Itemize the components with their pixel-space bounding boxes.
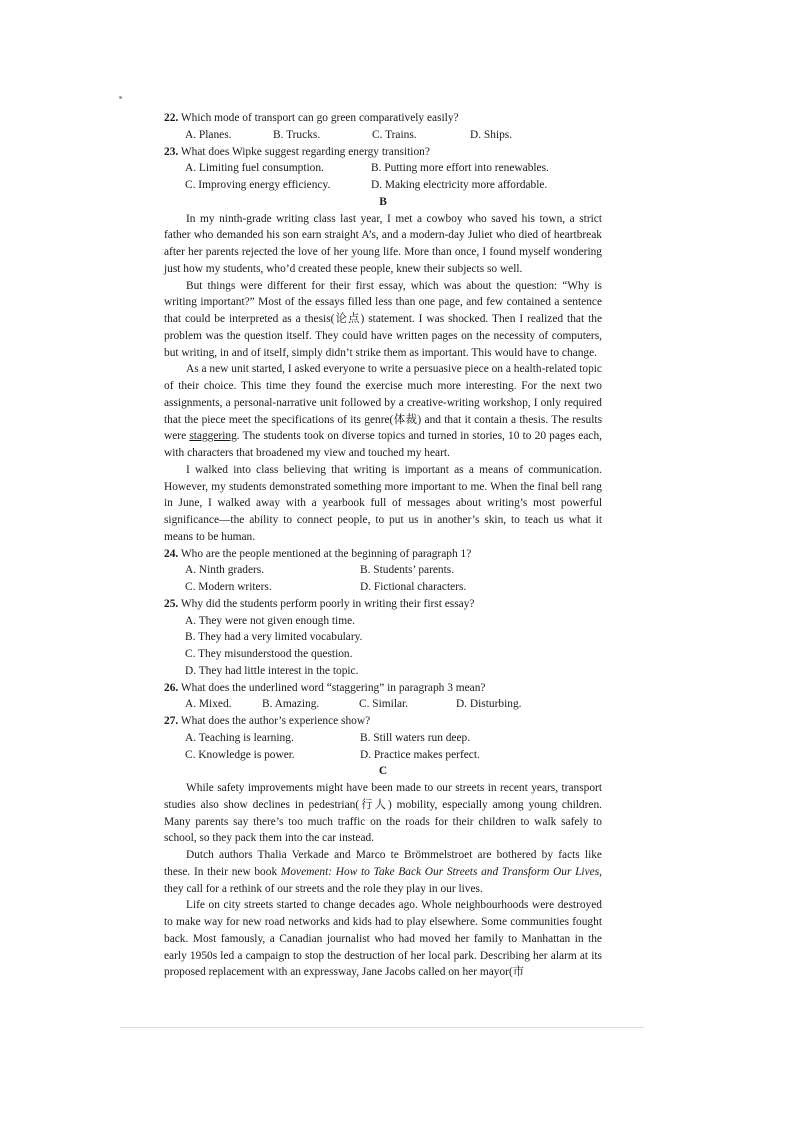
question-23 <box>164 144 602 161</box>
option-b[interactable]: B. Students’ parents. <box>360 564 455 577</box>
option-b[interactable]: B. They had a very limited vocabulary. <box>185 631 363 644</box>
option-b[interactable]: B. Still waters run deep. <box>360 731 471 744</box>
options-27-row1 <box>164 730 602 747</box>
options-23-row1 <box>164 160 602 177</box>
option-c[interactable]: C. Knowledge is power. <box>185 748 295 761</box>
question-number: 22. <box>164 112 179 124</box>
options-27-row2 <box>164 747 602 764</box>
option-d[interactable]: D. Ships. <box>470 128 513 141</box>
paragraph-text: As a new unit started, I asked everyone to write a persuasive piece on a health-related topic of their choice. This time they found the exercise much more interesting. For the next two assignments, a personal-narrative unit followed by a creative-writing workshop, I only required that the piece meet the specifications of its genre(体裁) and that it contain a thesis. The results were <box>164 363 602 443</box>
option-d[interactable]: D. Fictional characters. <box>360 581 467 593</box>
question-24 <box>164 546 602 563</box>
book-title: Movement: How to Take Back Our Streets and Transform Our Lives <box>280 865 600 878</box>
option-a[interactable]: A. Ninth graders. <box>185 564 265 577</box>
passage-b-paragraph-4: I walked into class believing that writing is important as a means of communication. However, my students demonstrated something more important to me. When the final bell rang in June, I walked away with a yearbook full of messages about writing’s most powerful significance—the ability to connect people, to put us in another’s skin, to teach us what it means to be human. <box>164 463 602 543</box>
question-text: Why did the students perform poorly in writing their first essay? <box>180 597 475 610</box>
page-divider <box>120 1027 644 1028</box>
option-d[interactable]: D. Making electricity more affordable. <box>371 179 548 191</box>
question-text: Who are the people mentioned at the beginning of paragraph 1? <box>180 547 472 560</box>
option-b[interactable]: B. Amazing. <box>262 698 320 711</box>
exam-page <box>164 110 602 981</box>
option-b[interactable]: B. Trucks. <box>273 128 321 141</box>
section-label-c: C <box>378 765 388 778</box>
options-22 <box>164 127 602 144</box>
option-a[interactable]: A. They were not given enough time. <box>185 614 355 627</box>
question-26 <box>164 680 602 697</box>
question-number: 23. <box>164 145 179 158</box>
paragraph-text: . The students took on diverse topics and turned in stories, 10 to 20 pages each, with characters that broadened my view and touched my heart. <box>164 430 602 459</box>
option-c[interactable]: C. They misunderstood the question. <box>185 648 353 660</box>
option-c[interactable]: C. Similar. <box>359 698 409 711</box>
option-c[interactable]: C. Modern writers. <box>185 581 272 593</box>
passage-c-paragraph-2 <box>164 847 602 897</box>
option-c[interactable]: C. Trains. <box>372 128 417 141</box>
option-d[interactable]: D. Disturbing. <box>456 698 522 711</box>
options-24-row1 <box>164 562 602 579</box>
option-a[interactable]: A. Planes. <box>185 128 232 141</box>
question-text: Which mode of transport can go green comparatively easily? <box>180 112 459 124</box>
question-number: 24. <box>164 547 179 560</box>
option-d[interactable]: D. Practice makes perfect. <box>360 748 480 761</box>
question-text: What does the underlined word “staggering” in paragraph 3 mean? <box>180 681 486 694</box>
question-25 <box>164 596 602 613</box>
question-number: 25. <box>164 597 179 610</box>
option-c[interactable]: C. Improving energy efficiency. <box>185 179 331 191</box>
question-number: 27. <box>164 715 179 727</box>
scan-dot <box>119 96 122 99</box>
passage-c-paragraph-3: Life on city streets started to change decades ago. Whole neighbourhoods were destroyed to make way for new road networks and kids had to play elsewhere. Some communities fought back. Most famously, a Canadian journalist who had moved her family to Manhattan in the early 1950s led a campaign to stop the destruction of her local park. Describing her alarm at its proposed replacement with an expressway, Jane Jacobs called on her mayor(市 <box>164 899 602 979</box>
passage-b-paragraph-2: But things were different for their first essay, which was about the question: “Why is writing important?” Most of the essays filled less than one page, and few contained a sentence that could be interpreted as a thesis(论点) statement. I was shocked. Then I realized that the problem was the question itself. They could have written pages on the necessity of computers, but writing, in and of itself, simply didn’t strike them as important. This would have to change. <box>164 279 602 359</box>
options-24-row2 <box>164 579 602 596</box>
option-a[interactable]: A. Teaching is learning. <box>185 731 294 744</box>
option-d[interactable]: D. They had little interest in the topic. <box>185 664 359 677</box>
option-a[interactable]: A. Limiting fuel consumption. <box>185 162 324 175</box>
passage-c-paragraph-1: While safety improvements might have been made to our streets in recent years, transport studies also show declines in pedestrian(行人) mobility, especially among young children. Many parents say there’s too much traffic on the roads for their children to walk safely to school, so they pack them into the car instead. <box>164 782 602 845</box>
paragraph-text: Dutch authors Thalia Verkade and Marco te Brömmelstroet are bothered by facts like these. In their new book <box>164 849 602 878</box>
options-23-row2 <box>164 177 602 194</box>
section-label-b: B <box>379 195 387 208</box>
question-text: What does Wipke suggest regarding energy transition? <box>180 145 430 158</box>
question-number: 26. <box>164 681 179 694</box>
paragraph-text: , they call for a rethink of our streets and the role they play in our lives. <box>164 865 602 895</box>
options-26 <box>164 696 602 713</box>
question-text: What does the author’s experience show? <box>180 715 371 727</box>
underlined-word: staggering <box>189 430 237 443</box>
passage-b-paragraph-3 <box>164 361 602 462</box>
option-b[interactable]: B. Putting more effort into renewables. <box>371 162 549 175</box>
option-a[interactable]: A. Mixed. <box>185 698 232 711</box>
question-27 <box>164 713 602 730</box>
question-22 <box>164 110 602 127</box>
passage-b-paragraph-1: In my ninth-grade writing class last year, I met a cowboy who saved his town, a strict father who demanded his son earn straight A’s, and a modern-day Juliet who died of heartbreak after her parents rejected the love of her young life. More than once, I found myself wondering just how my students, who’d created these people, knew their subjects so well. <box>164 212 602 275</box>
